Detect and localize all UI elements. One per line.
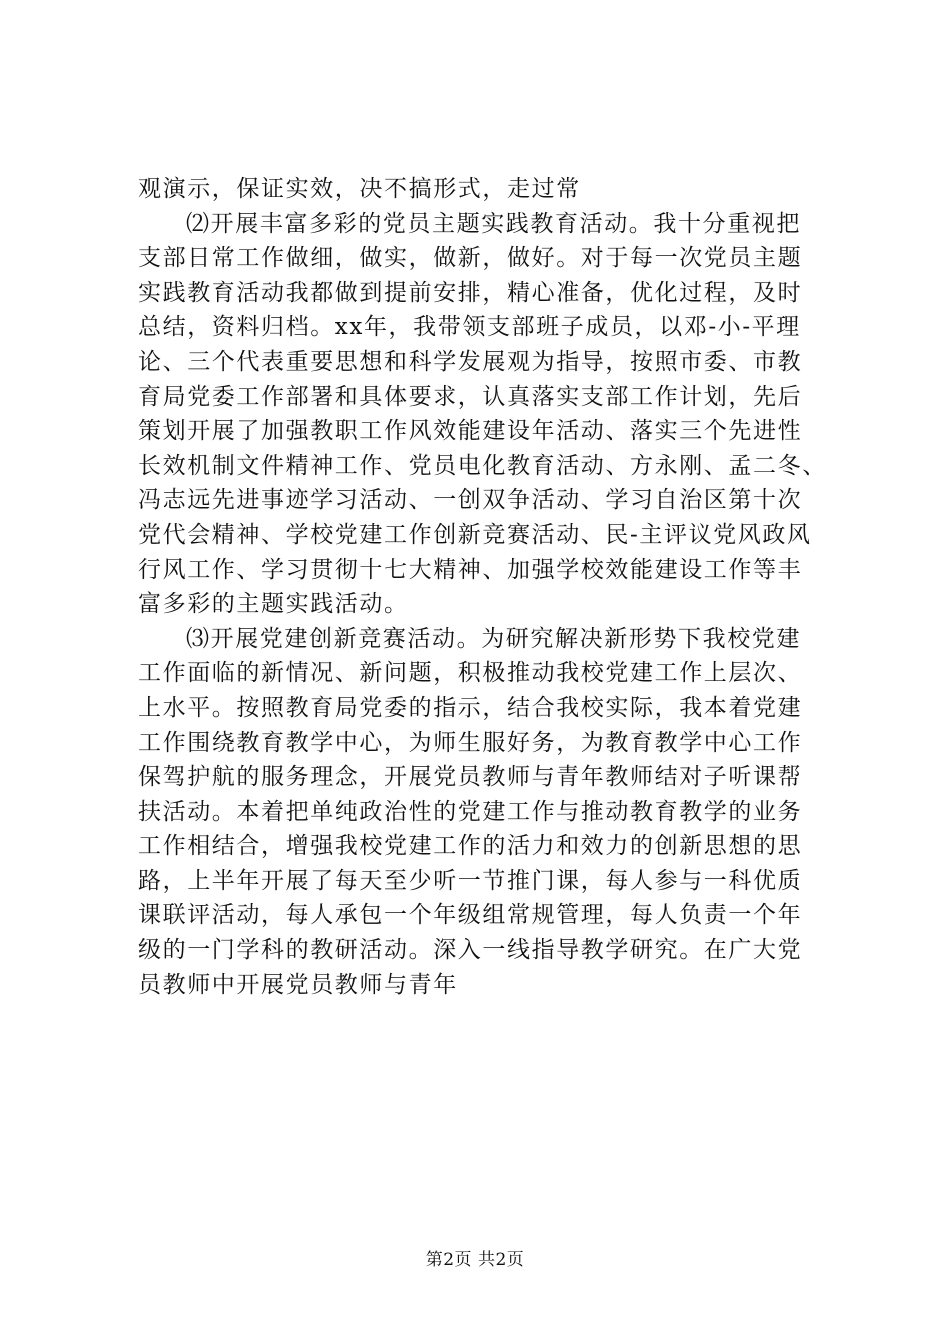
text-line: 课联评活动，每人承包一个年级组常规管理，每人负责一个年 <box>138 902 803 929</box>
text-line: 党代会精神、学校党建工作创新竞赛活动、民-主评议党风政风 <box>138 521 812 548</box>
text-line: 总结，资料归档。xx年，我带领支部班子成员，以邓-小-平理 <box>138 314 801 341</box>
text-line: 长效机制文件精神工作、党员电化教育活动、方永刚、孟二冬、 <box>138 452 827 479</box>
text-line: 级的一门学科的教研活动。深入一线指导教学研究。在广大党 <box>138 937 803 964</box>
text-line: 员教师中开展党员教师与青年 <box>138 971 458 998</box>
text-line: 工作相结合，增强我校党建工作的活力和效力的创新思想的思 <box>138 833 803 860</box>
text-line: 上水平。按照教育局党委的指示，结合我校实际，我本着党建 <box>138 694 803 721</box>
text-line: 扶活动。本着把单纯政治性的党建工作与推动教育教学的业务 <box>138 798 803 825</box>
text-line: 实践教育活动我都做到提前安排，精心准备，优化过程，及时 <box>138 279 803 306</box>
text-line: ⑵开展丰富多彩的党员主题实践教育活动。我十分重视把 <box>186 210 801 237</box>
text-line: 工作面临的新情况、新问题，积极推动我校党建工作上层次、 <box>138 660 803 687</box>
body-text <box>138 172 850 1002</box>
text-line: 保驾护航的服务理念，开展党员教师与青年教师结对子听课帮 <box>138 764 803 791</box>
page-number-footer: 第2页 共2页 <box>425 1250 525 1270</box>
text-line: 行风工作、学习贯彻十七大精神、加强学校效能建设工作等丰 <box>138 556 803 583</box>
text-line: 支部日常工作做细，做实，做新，做好。对于每一次党员主题 <box>138 245 803 272</box>
text-line: 路，上半年开展了每天至少听一节推门课，每人参与一科优质 <box>138 867 803 894</box>
text-line: 育局党委工作部署和具体要求，认真落实支部工作计划，先后 <box>138 383 803 410</box>
text-line: 论、三个代表重要思想和科学发展观为指导，按照市委、市教 <box>138 348 803 375</box>
text-line: 冯志远先进事迹学习活动、一创双争活动、学习自治区第十次 <box>138 487 803 514</box>
text-line: ⑶开展党建创新竞赛活动。为研究解决新形势下我校党建 <box>186 625 801 652</box>
text-line: 工作围绕教育教学中心，为师生服好务，为教育教学中心工作 <box>138 729 803 756</box>
text-line: 观演示，保证实效，决不搞形式，走过常 <box>138 176 581 202</box>
text-line: 策划开展了加强教职工作风效能建设年活动、落实三个先进性 <box>138 418 803 445</box>
text-line: 富多彩的主题实践活动。 <box>138 591 409 618</box>
